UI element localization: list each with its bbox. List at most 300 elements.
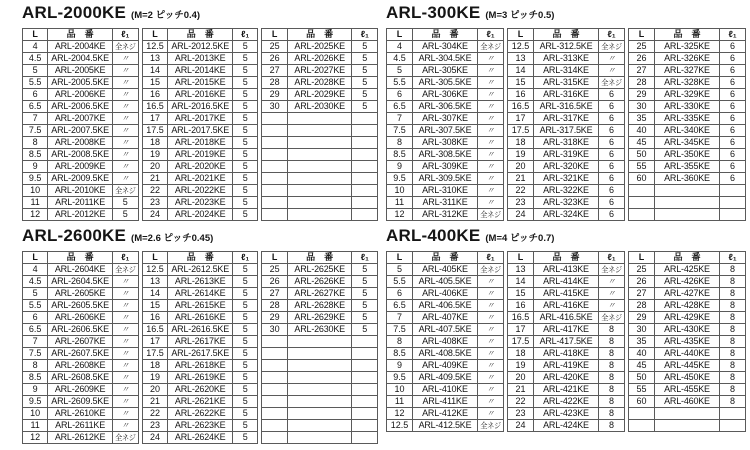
length-cell: 16.5 xyxy=(508,312,534,324)
part-number-cell: ARL-415KE xyxy=(534,288,599,300)
part-number-cell: ARL-308.5KE xyxy=(413,149,478,161)
length-cell: 23 xyxy=(142,197,168,209)
part-number-cell: ARL-408.5KE xyxy=(413,348,478,360)
length-cell xyxy=(262,336,288,348)
length-cell: 8.5 xyxy=(387,348,413,360)
thread-length-cell: 〃 xyxy=(478,161,504,173)
table-row xyxy=(23,264,139,276)
part-number-cell: ARL-345KE xyxy=(655,137,720,149)
length-cell: 6.5 xyxy=(387,101,413,113)
part-number-cell: ARL-414KE xyxy=(534,276,599,288)
table-row xyxy=(629,312,746,324)
section-title: ARL-2600KE xyxy=(22,226,127,245)
part-number-cell: ARL-2004KE xyxy=(48,41,113,53)
thread-length-cell: 〃 xyxy=(599,65,625,77)
part-number-cell: ARL-418KE xyxy=(534,348,599,360)
length-cell: 13 xyxy=(508,264,534,276)
part-number-cell: ARL-2621KE xyxy=(168,396,233,408)
part-number-cell: ARL-2017.5KE xyxy=(168,125,233,137)
part-number-cell xyxy=(655,185,720,197)
thread-length-cell: 5 xyxy=(352,77,378,89)
thread-length-cell xyxy=(352,161,378,173)
length-header: L xyxy=(142,29,168,41)
table-row xyxy=(508,89,625,101)
thread-length-cell xyxy=(352,185,378,197)
thread-length-cell: 〃 xyxy=(478,372,504,384)
table-row xyxy=(508,360,625,372)
part-number-cell: ARL-420KE xyxy=(534,372,599,384)
length-cell: 30 xyxy=(629,324,655,336)
length-cell: 28 xyxy=(629,300,655,312)
thread-length-cell: 8 xyxy=(599,336,625,348)
part-number-cell: ARL-307KE xyxy=(413,113,478,125)
table-row xyxy=(262,53,378,65)
length-cell: 14 xyxy=(142,288,168,300)
length-cell: 50 xyxy=(629,372,655,384)
length-cell: 19 xyxy=(508,149,534,161)
thread-length-header: ℓ₁ xyxy=(720,252,746,264)
thread-length-header: ℓ₁ xyxy=(599,252,625,264)
thread-length-cell: 〃 xyxy=(478,77,504,89)
part-number-cell: ARL-2016KE xyxy=(168,89,233,101)
thread-length-cell: 5 xyxy=(233,432,258,444)
length-cell: 4 xyxy=(23,264,48,276)
table-row xyxy=(387,372,504,384)
part-number-cell xyxy=(287,420,352,432)
length-header: L xyxy=(629,252,655,264)
table-row xyxy=(508,101,625,113)
table-row xyxy=(629,77,746,89)
table-row xyxy=(387,209,504,221)
thread-length-cell: 〃 xyxy=(112,408,138,420)
length-cell: 8 xyxy=(387,336,413,348)
length-cell xyxy=(262,137,288,149)
thread-length-cell: 5 xyxy=(352,65,378,77)
length-cell xyxy=(629,209,655,221)
table-row xyxy=(629,209,746,221)
thread-length-cell: 〃 xyxy=(478,149,504,161)
length-cell: 4.5 xyxy=(23,276,48,288)
length-cell: 14 xyxy=(508,65,534,77)
length-cell: 8 xyxy=(387,137,413,149)
length-cell: 22 xyxy=(508,185,534,197)
thread-length-cell: 6 xyxy=(599,209,625,221)
part-number-header: 品 番 xyxy=(48,29,113,41)
part-number-cell: ARL-2628KE xyxy=(287,300,352,312)
length-cell: 12.5 xyxy=(142,264,168,276)
thread-length-cell: 6 xyxy=(599,125,625,137)
length-cell: 50 xyxy=(629,149,655,161)
table-row xyxy=(629,396,746,408)
part-number-header: 品 番 xyxy=(168,252,233,264)
parts-table-3 xyxy=(628,251,746,432)
header-row xyxy=(262,29,378,41)
length-cell: 17.5 xyxy=(142,125,168,137)
length-cell xyxy=(629,197,655,209)
length-cell: 23 xyxy=(508,197,534,209)
table-row xyxy=(629,137,746,149)
length-cell: 8 xyxy=(23,360,48,372)
table-row xyxy=(387,113,504,125)
length-cell: 18 xyxy=(142,137,168,149)
length-cell: 21 xyxy=(142,173,168,185)
part-number-cell: ARL-2605.5KE xyxy=(48,300,113,312)
table-row xyxy=(387,408,504,420)
table-row xyxy=(262,288,378,300)
length-cell: 16.5 xyxy=(508,101,534,113)
table-row xyxy=(629,53,746,65)
part-number-cell: ARL-313KE xyxy=(534,53,599,65)
thread-length-header: ℓ₁ xyxy=(720,29,746,41)
section-title: ARL-300KE xyxy=(386,3,481,22)
thread-length-cell: 〃 xyxy=(599,300,625,312)
table-row xyxy=(23,113,139,125)
thread-length-cell: 〃 xyxy=(112,336,138,348)
thread-length-cell xyxy=(352,197,378,209)
length-cell: 5 xyxy=(23,288,48,300)
table-row xyxy=(23,324,139,336)
table-row xyxy=(23,276,139,288)
part-number-cell: ARL-2610KE xyxy=(48,408,113,420)
length-header: L xyxy=(23,252,48,264)
part-number-header: 品 番 xyxy=(655,29,720,41)
length-cell: 5.5 xyxy=(23,77,48,89)
section-arl-2000ke xyxy=(22,3,378,221)
thread-length-cell: 5 xyxy=(233,101,258,113)
table-row xyxy=(262,173,378,185)
table-row xyxy=(508,113,625,125)
table-row xyxy=(508,197,625,209)
thread-length-cell: 全ネジ xyxy=(478,209,504,221)
part-number-cell: ARL-2007.5KE xyxy=(48,125,113,137)
table-row xyxy=(629,65,746,77)
table-row xyxy=(142,89,258,101)
thread-length-cell: 5 xyxy=(352,41,378,53)
parts-table-1 xyxy=(386,28,504,221)
table-row xyxy=(142,185,258,197)
part-number-cell: ARL-327KE xyxy=(655,65,720,77)
header-row xyxy=(629,29,746,41)
table-row xyxy=(262,101,378,113)
table-row xyxy=(629,125,746,137)
table-row xyxy=(508,408,625,420)
part-number-cell: ARL-428KE xyxy=(655,300,720,312)
part-number-cell xyxy=(287,113,352,125)
table-row xyxy=(508,77,625,89)
thread-length-cell: 5 xyxy=(233,89,258,101)
part-number-cell: ARL-2030KE xyxy=(287,101,352,113)
part-number-cell: ARL-304KE xyxy=(413,41,478,53)
thread-length-cell: 8 xyxy=(720,276,746,288)
length-cell: 28 xyxy=(629,77,655,89)
length-cell xyxy=(262,348,288,360)
length-cell: 20 xyxy=(142,384,168,396)
part-number-cell: ARL-2017KE xyxy=(168,113,233,125)
section-heading xyxy=(386,226,746,248)
thread-length-cell: 6 xyxy=(720,89,746,101)
part-number-cell: ARL-460KE xyxy=(655,396,720,408)
thread-length-cell: 5 xyxy=(352,300,378,312)
table-row xyxy=(387,288,504,300)
part-number-cell: ARL-427KE xyxy=(655,288,720,300)
part-number-cell: ARL-324KE xyxy=(534,209,599,221)
part-number-cell: ARL-419KE xyxy=(534,360,599,372)
length-cell: 25 xyxy=(629,264,655,276)
thread-length-cell xyxy=(352,396,378,408)
part-number-cell: ARL-340KE xyxy=(655,125,720,137)
thread-length-cell: 5 xyxy=(233,65,258,77)
length-cell: 4 xyxy=(387,41,413,53)
parts-table-2 xyxy=(142,251,259,444)
part-number-cell: ARL-2607.5KE xyxy=(48,348,113,360)
length-cell: 24 xyxy=(508,209,534,221)
length-cell: 24 xyxy=(142,209,168,221)
part-number-cell: ARL-412.5KE xyxy=(413,420,478,432)
length-cell: 27 xyxy=(629,65,655,77)
length-cell: 13 xyxy=(142,276,168,288)
thread-length-cell: 全ネジ xyxy=(112,185,138,197)
part-number-cell: ARL-2020KE xyxy=(168,161,233,173)
part-number-cell: ARL-440KE xyxy=(655,348,720,360)
part-number-cell xyxy=(287,348,352,360)
length-cell: 12 xyxy=(23,432,48,444)
table-row xyxy=(262,348,378,360)
parts-table-2 xyxy=(142,28,259,221)
thread-length-cell: 5 xyxy=(233,185,258,197)
length-cell: 10 xyxy=(387,185,413,197)
length-cell: 22 xyxy=(508,396,534,408)
table-row xyxy=(142,53,258,65)
thread-length-cell: 〃 xyxy=(478,65,504,77)
section-title: ARL-400KE xyxy=(386,226,481,245)
thread-length-cell xyxy=(352,360,378,372)
length-cell: 9 xyxy=(387,161,413,173)
length-cell: 16 xyxy=(508,89,534,101)
length-cell: 25 xyxy=(629,41,655,53)
thread-length-cell: 5 xyxy=(233,396,258,408)
thread-length-cell: 5 xyxy=(233,408,258,420)
length-cell: 5.5 xyxy=(387,276,413,288)
part-number-cell xyxy=(287,197,352,209)
part-number-cell: ARL-2028KE xyxy=(287,77,352,89)
thread-length-cell: 8 xyxy=(720,300,746,312)
length-cell: 10 xyxy=(23,408,48,420)
part-number-cell: ARL-2008.5KE xyxy=(48,149,113,161)
thread-length-cell: 5 xyxy=(233,276,258,288)
thread-length-cell: 5 xyxy=(233,372,258,384)
length-cell: 7 xyxy=(387,312,413,324)
table-row xyxy=(629,420,746,432)
part-number-cell: ARL-409KE xyxy=(413,360,478,372)
part-number-cell: ARL-2022KE xyxy=(168,185,233,197)
table-row xyxy=(629,348,746,360)
table-row xyxy=(508,420,625,432)
thread-length-cell: 6 xyxy=(720,137,746,149)
table-row xyxy=(508,53,625,65)
parts-table-3 xyxy=(261,28,378,221)
thread-length-cell: 6 xyxy=(599,89,625,101)
part-number-cell: ARL-407KE xyxy=(413,312,478,324)
part-number-cell: ARL-2611KE xyxy=(48,420,113,432)
table-row xyxy=(508,185,625,197)
thread-length-cell: 〃 xyxy=(112,77,138,89)
table-row xyxy=(23,197,139,209)
table-row xyxy=(142,312,258,324)
thread-length-cell: 5 xyxy=(233,149,258,161)
thread-length-cell: 5 xyxy=(352,89,378,101)
part-number-cell: ARL-319KE xyxy=(534,149,599,161)
thread-length-cell: 〃 xyxy=(112,101,138,113)
thread-length-cell: 5 xyxy=(233,300,258,312)
thread-length-cell: 8 xyxy=(599,396,625,408)
table-row xyxy=(142,348,258,360)
thread-length-cell: 5 xyxy=(233,264,258,276)
table-row xyxy=(142,336,258,348)
length-cell: 8.5 xyxy=(23,149,48,161)
table-row xyxy=(262,89,378,101)
table-row xyxy=(387,384,504,396)
thread-length-cell: 6 xyxy=(599,161,625,173)
part-number-cell: ARL-2007KE xyxy=(48,113,113,125)
length-cell: 17 xyxy=(142,113,168,125)
table-row xyxy=(387,348,504,360)
header-row xyxy=(629,252,746,264)
part-number-cell: ARL-2617.5KE xyxy=(168,348,233,360)
thread-length-cell: 〃 xyxy=(112,396,138,408)
table-row xyxy=(23,360,139,372)
parts-table-2 xyxy=(507,251,625,432)
part-number-cell: ARL-2014KE xyxy=(168,65,233,77)
thread-length-cell: 6 xyxy=(599,113,625,125)
length-cell xyxy=(262,185,288,197)
part-number-cell: ARL-2612.5KE xyxy=(168,264,233,276)
thread-length-cell xyxy=(352,420,378,432)
thread-length-cell: 全ネジ xyxy=(599,41,625,53)
thread-length-cell: 6 xyxy=(720,149,746,161)
header-row xyxy=(387,29,504,41)
thread-length-cell xyxy=(352,384,378,396)
table-row xyxy=(629,360,746,372)
length-cell: 27 xyxy=(262,65,288,77)
part-number-cell xyxy=(655,197,720,209)
parts-table-1 xyxy=(22,28,139,221)
part-number-cell: ARL-2613KE xyxy=(168,276,233,288)
table-row xyxy=(142,209,258,221)
table-row xyxy=(387,197,504,209)
part-number-cell: ARL-406KE xyxy=(413,288,478,300)
length-cell: 40 xyxy=(629,125,655,137)
length-cell: 21 xyxy=(508,384,534,396)
length-cell: 7 xyxy=(387,113,413,125)
thread-length-cell: 6 xyxy=(720,77,746,89)
thread-length-cell: 〃 xyxy=(112,288,138,300)
part-number-cell: ARL-2626KE xyxy=(287,276,352,288)
length-cell xyxy=(262,432,288,444)
table-row xyxy=(142,149,258,161)
part-number-cell: ARL-2616KE xyxy=(168,312,233,324)
length-cell: 29 xyxy=(629,89,655,101)
table-row xyxy=(262,149,378,161)
part-number-cell: ARL-425KE xyxy=(655,264,720,276)
table-row xyxy=(387,53,504,65)
part-number-cell: ARL-2615KE xyxy=(168,300,233,312)
part-number-cell: ARL-329KE xyxy=(655,89,720,101)
thread-length-cell: 5 xyxy=(352,276,378,288)
length-cell: 9.5 xyxy=(387,173,413,185)
thread-length-cell: 5 xyxy=(112,209,138,221)
thread-length-cell: 6 xyxy=(720,173,746,185)
length-cell: 7.5 xyxy=(23,348,48,360)
part-number-cell: ARL-450KE xyxy=(655,372,720,384)
thread-length-cell: 5 xyxy=(233,53,258,65)
table-row xyxy=(387,41,504,53)
thread-length-cell: 6 xyxy=(599,173,625,185)
length-cell xyxy=(262,209,288,221)
part-number-cell: ARL-306.5KE xyxy=(413,101,478,113)
thread-length-cell: 〃 xyxy=(478,348,504,360)
part-number-cell xyxy=(287,360,352,372)
table-row xyxy=(387,324,504,336)
length-cell: 22 xyxy=(142,185,168,197)
table-row xyxy=(508,149,625,161)
part-number-cell: ARL-2614KE xyxy=(168,288,233,300)
part-number-cell: ARL-314KE xyxy=(534,65,599,77)
length-cell xyxy=(262,161,288,173)
table-row xyxy=(262,113,378,125)
thread-length-cell: 5 xyxy=(352,53,378,65)
length-cell: 10 xyxy=(387,384,413,396)
thread-length-cell: 〃 xyxy=(112,300,138,312)
thread-length-cell: 5 xyxy=(233,113,258,125)
length-cell: 9 xyxy=(387,360,413,372)
part-number-cell: ARL-312KE xyxy=(413,209,478,221)
length-cell: 12 xyxy=(23,209,48,221)
table-row xyxy=(508,384,625,396)
section-subtitle: (M=3 ピッチ0.5) xyxy=(485,10,555,21)
part-number-cell: ARL-317.5KE xyxy=(534,125,599,137)
thread-length-cell xyxy=(352,113,378,125)
thread-length-cell: 8 xyxy=(720,348,746,360)
length-cell: 19 xyxy=(142,149,168,161)
part-number-cell: ARL-2005.5KE xyxy=(48,77,113,89)
thread-length-cell: 〃 xyxy=(112,173,138,185)
table-row xyxy=(508,276,625,288)
table-row xyxy=(508,41,625,53)
thread-length-cell: 8 xyxy=(599,324,625,336)
thread-length-header: ℓ₁ xyxy=(112,252,138,264)
part-number-cell: ARL-2018KE xyxy=(168,137,233,149)
length-cell: 6 xyxy=(23,89,48,101)
length-cell: 17 xyxy=(508,113,534,125)
section-arl-300ke xyxy=(386,3,746,221)
part-number-cell xyxy=(287,173,352,185)
thread-length-cell: 8 xyxy=(720,384,746,396)
part-number-cell: ARL-2605KE xyxy=(48,288,113,300)
table-row xyxy=(508,264,625,276)
part-number-cell: ARL-304.5KE xyxy=(413,53,478,65)
table-row xyxy=(387,264,504,276)
thread-length-cell: 6 xyxy=(720,41,746,53)
length-cell: 21 xyxy=(142,396,168,408)
length-header: L xyxy=(262,29,288,41)
table-row xyxy=(262,161,378,173)
thread-length-cell: 6 xyxy=(599,185,625,197)
table-row xyxy=(142,197,258,209)
thread-length-cell: 〃 xyxy=(112,384,138,396)
length-cell: 25 xyxy=(262,264,288,276)
length-cell: 4 xyxy=(23,41,48,53)
table-row xyxy=(629,101,746,113)
